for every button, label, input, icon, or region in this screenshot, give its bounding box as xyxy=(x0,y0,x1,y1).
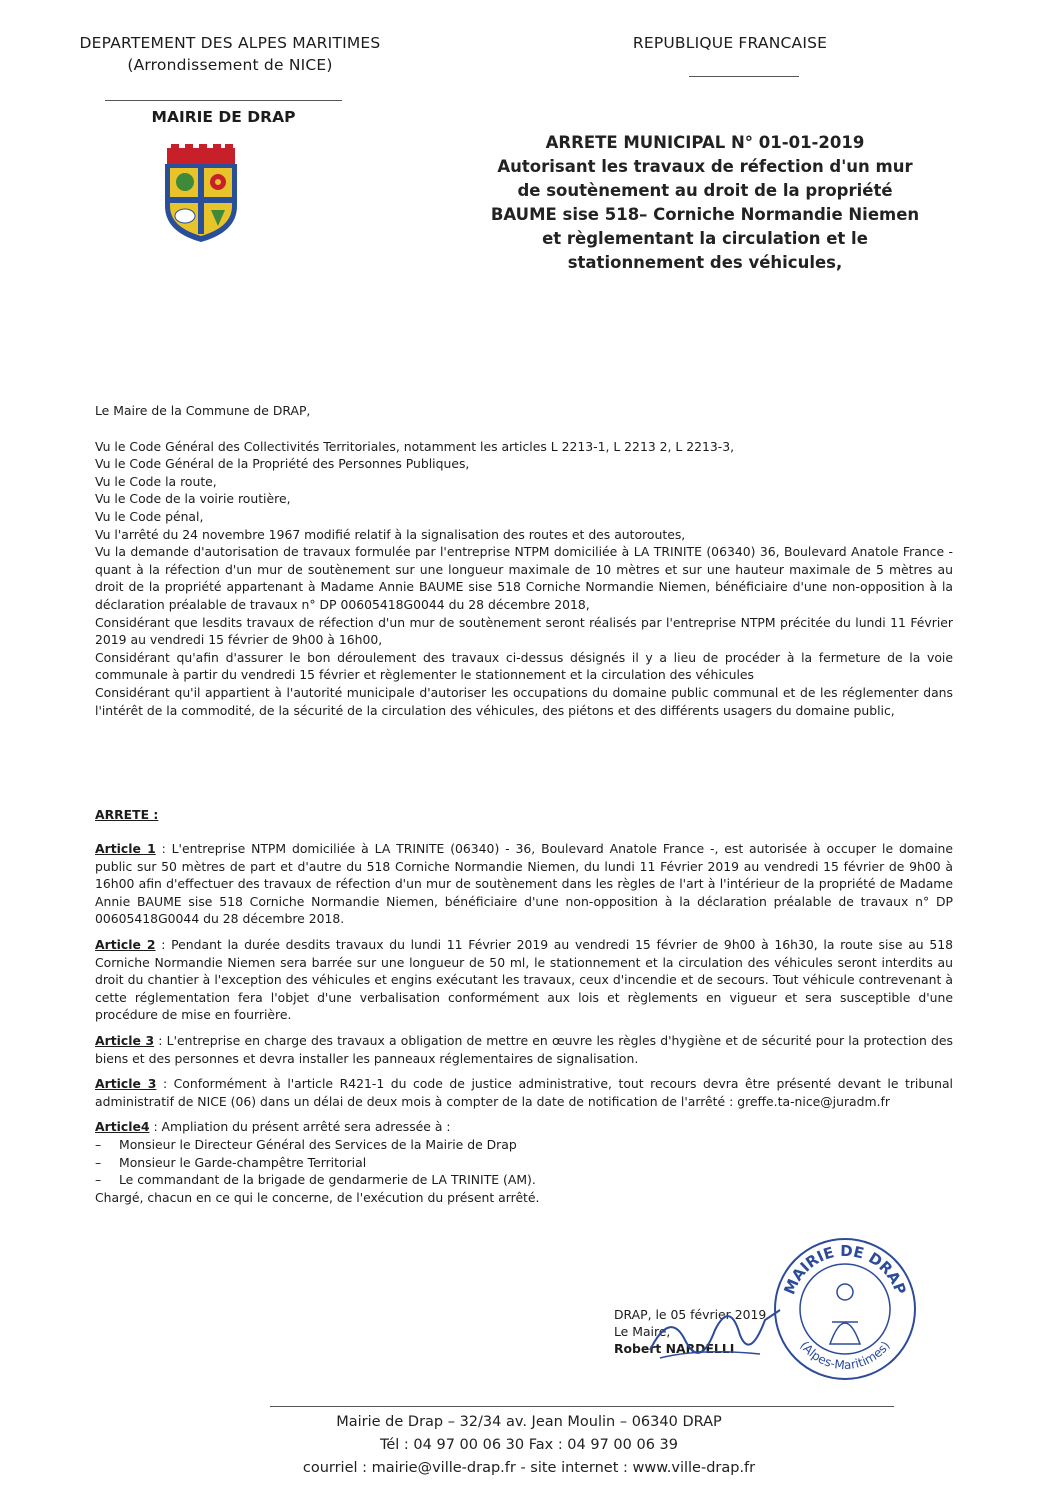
closing-line: Chargé, chacun en ce qui le concerne, de l'exécution du présent arrêté. xyxy=(95,1189,540,1205)
title-line: de soutènement au droit de la propriété xyxy=(517,181,893,200)
article-3b xyxy=(95,1075,953,1110)
article-3 xyxy=(95,1032,953,1067)
republic-underline xyxy=(689,76,799,77)
articles xyxy=(95,840,953,1206)
vu-line: Vu le Code Général de la Propriété des Personnes Publiques, xyxy=(95,456,470,472)
article-1 xyxy=(95,840,953,928)
title-line: BAUME sise 518– Corniche Normandie Niemen xyxy=(490,205,920,224)
vu-line: Vu le Code Général des Collectivités Territoriales, notamment les articles L 2213-1, L 2213 2, L 2213-3, xyxy=(95,438,735,454)
vu-paragraph: Vu la demande d'autorisation de travaux formulée par l'entreprise NTPM domiciliée à LA TRINITE (06340) 36, Boulevard Anatole France -quant à la réfection d'un mur de soutènement sur une longueur maximale de 10 mètres et sur une hauteur maximale de 5 mètres au droit de la propriété appartenant à Madame Annie BAUME sise 518 Corniche Normandie Niemen, bénéficiaire d'une non-opposition à la déclaration préalable de travaux n° DP 00605418G0044 du 28 décembre 2018, xyxy=(95,544,953,612)
footer-address: Mairie de Drap – 32/34 av. Jean Moulin – 06340 DRAP xyxy=(336,1414,722,1430)
article-label: Article 3 xyxy=(95,1076,157,1092)
signature-role: Le Maire, xyxy=(614,1324,671,1339)
article-label: Article 3 xyxy=(95,1032,155,1048)
arrete-heading: ARRETE : xyxy=(95,807,159,822)
footer-phone: Tél : 04 97 00 06 30 Fax : 04 97 00 06 39 xyxy=(379,1437,678,1453)
title-line: et règlementant la circulation et le xyxy=(542,229,868,248)
considerant-paragraph: Considérant qu'il appartient à l'autorité municipale d'autoriser les occupations du domaine public communal et de les réglementer dans l'intérêt de la commodité, de la sécurité de la circulation des véhicules, des piétons et des différents usagers du domaine public, xyxy=(95,684,953,718)
article-text: : Conformément à l'article R421-1 du code de justice administrative, tout recours devra être présenté devant le tribunal administratif de NICE (06) dans un délai de deux mois à compter de la date de notification de l'arrêté : greffe.ta-nice@juradm.fr xyxy=(95,1076,953,1109)
vu-line: Vu le Code de la voirie routière, xyxy=(95,491,291,507)
handwritten-signature-icon xyxy=(640,1290,790,1370)
recipient-list xyxy=(95,1136,953,1189)
article-label: Article 1 xyxy=(95,841,156,856)
header-divider xyxy=(105,100,342,101)
intro-line: Le Maire de la Commune de DRAP, xyxy=(95,403,311,418)
title-line: Autorisant les travaux de réfection d'un mur xyxy=(497,157,913,176)
decree-number: ARRETE MUNICIPAL N° 01-01-2019 xyxy=(545,133,865,152)
signature-place-date: DRAP, le 05 février 2019 xyxy=(614,1307,767,1322)
arrondissement: (Arrondissement de NICE) xyxy=(127,56,333,74)
decree-title xyxy=(440,131,970,275)
vu-line: Vu l'arrêté du 24 novembre 1967 modifié relatif à la signalisation des routes et des autoroutes, xyxy=(95,526,686,542)
mairie-label: MAIRIE DE DRAP xyxy=(151,108,296,126)
svg-text:(Alpes-Maritimes): (Alpes-Maritimes) xyxy=(797,1338,893,1373)
coat-of-arms-icon xyxy=(161,144,241,244)
republic-label: REPUBLIQUE FRANCAISE xyxy=(632,34,828,52)
list-item: – Monsieur le Directeur Général des Services de la Mairie de Drap xyxy=(95,1136,953,1154)
article-text: : Pendant la durée desdits travaux du lundi 11 Février 2019 au vendredi 15 février de 9h00 à 16h30, la route sise au 518 Corniche Normandie Niemen sera barrée sur une longueur de 50 ml, le stationnement et la circulation des véhicules seront interdits au droit du chantier à l'exception des véhicules et engins exécutant les travaux, ceux d'incendie et de secours. Tout véhicule contrevenant à cette réglementation fera l'objet d'une verbalisation conformément aux lois et règlements en vigueur et sera susceptible d'une procédure de mise en fourrière. xyxy=(95,936,953,1023)
arrete-label xyxy=(95,806,953,824)
article-4 xyxy=(95,1118,953,1136)
signature-name: Robert NARDELLI xyxy=(614,1341,735,1356)
preamble xyxy=(95,402,953,719)
article-text: : L'entreprise NTPM domiciliée à LA TRINITE (06340) - 36, Boulevard Anatole France -, est autorisée à occuper le domaine public sur 50 mètres de part et d'autre du 518 Corniche Normandie Niemen, du lundi 11 Février 2019 au vendredi 15 février de 9h00 à 16h00 afin d'effectuer des travaux de réfection d'un mur de soutènement dans les règles de l'art à l'intérieur de la propriété de Madame Annie BAUME sise 518 Corniche Normandie Niemen, bénéficiaire d'une non-opposition à la déclaration préalable de travaux n° DP 00605418G0044 du 28 décembre 2018. xyxy=(95,841,953,927)
article-text: : Ampliation du présent arrêté sera adressée à : xyxy=(149,1119,451,1135)
article-label: Article 2 xyxy=(95,936,156,952)
article-2 xyxy=(95,936,953,1024)
department-name: DEPARTEMENT DES ALPES MARITIMES xyxy=(79,34,381,52)
list-item: – Monsieur le Garde-champêtre Territorial xyxy=(95,1154,953,1172)
vu-line: Vu le Code la route, xyxy=(95,473,217,489)
svg-text:MAIRIE DE DRAP: MAIRIE DE DRAP xyxy=(780,1241,910,1298)
footer-divider xyxy=(270,1406,894,1407)
footer-contact: courriel : mairie@ville-drap.fr - site internet : www.ville-drap.fr xyxy=(302,1460,756,1476)
title-line: stationnement des véhicules, xyxy=(567,253,843,272)
article-label: Article4 xyxy=(95,1119,150,1135)
considerant-paragraph: Considérant que lesdits travaux de réfection d'un mur de soutènement seront réalisés par l'entreprise NTPM précitée du lundi 11 Février 2019 au vendredi 15 février de 9h00 à 16h00, xyxy=(95,614,953,648)
vu-line: Vu le Code pénal, xyxy=(95,508,204,524)
considerant-paragraph: Considérant qu'afin d'assurer le bon déroulement des travaux ci-dessus désignés il y a lieu de procéder à la fermeture de la voie communale à partir du vendredi 15 février et règlementer le stationnement et la circulation des véhicules xyxy=(95,649,953,683)
footer xyxy=(0,1411,1058,1480)
list-item: – Le commandant de la brigade de gendarmerie de LA TRINITE (AM). xyxy=(95,1171,953,1189)
article-text: : L'entreprise en charge des travaux a obligation de mettre en œuvre les règles d'hygiène et de sécurité pour la protection des biens et des personnes et devra installer les panneaux réglementaires de signalisation. xyxy=(95,1032,953,1066)
official-stamp-icon xyxy=(770,1234,920,1384)
